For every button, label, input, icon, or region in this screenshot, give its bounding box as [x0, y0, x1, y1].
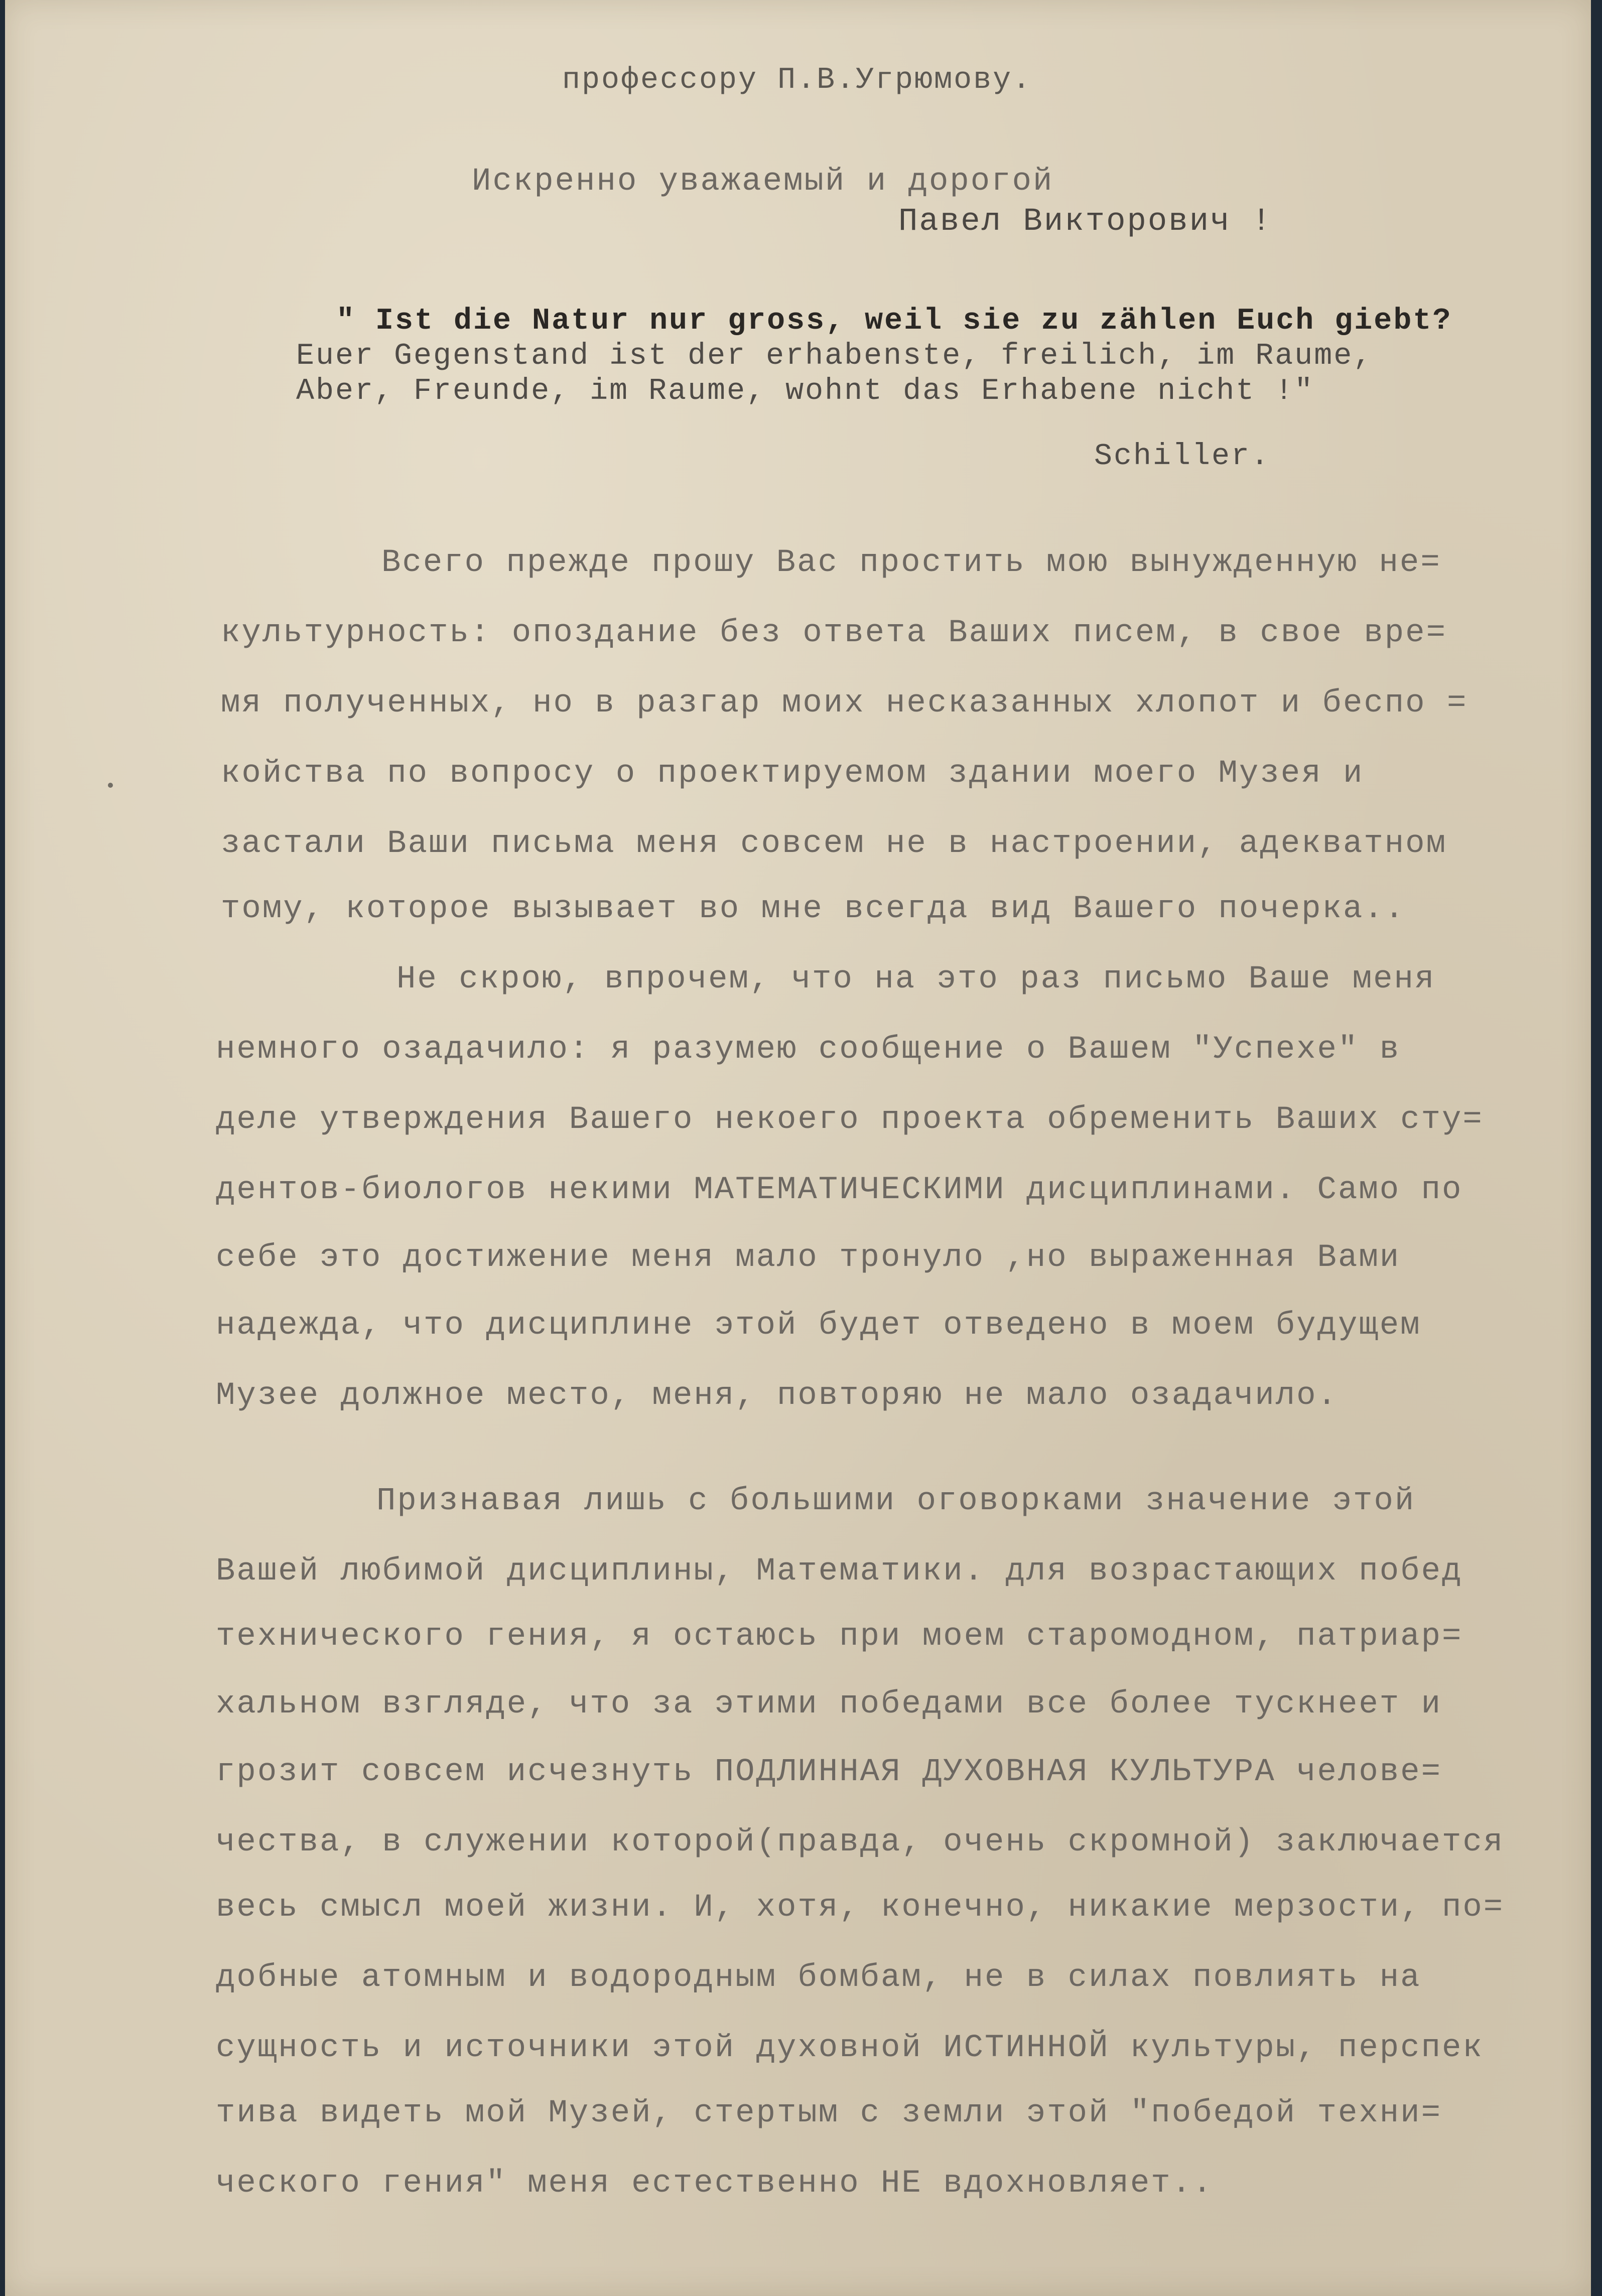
- paragraph-3-line: весь смысл моей жизни. И, хотя, конечно, никакие мерзости, по=: [216, 1890, 1505, 1926]
- paragraph-3-line: чества, в служении которой(правда, очень скромной) заключается: [216, 1824, 1505, 1860]
- paragraph-1-line: Всего прежде прошу Вас простить мою вынужденную не=: [381, 545, 1441, 581]
- paragraph-2-line: Музее должное место, меня, повторяю не мало озадачило.: [216, 1378, 1338, 1414]
- paragraph-3-line: тива видеть мой Музей, стертым с земли этой "победой техни=: [216, 2095, 1442, 2131]
- paragraph-1-line: тому, которое вызывает во мне всегда вид Вашего почерка..: [221, 891, 1406, 927]
- paragraph-1-line: койства по вопросу о проектируемом здании моего Музея и: [221, 756, 1364, 792]
- paragraph-2-line: себе это достижение меня мало тронуло ,но выраженная Вами: [216, 1240, 1401, 1276]
- paragraph-2-line: немного озадачило: я разумею сообщение о Вашем "Успехе" в: [216, 1032, 1401, 1068]
- paragraph-3-line: добные атомным и водородным бомбам, не в силах повлиять на: [216, 1960, 1421, 1996]
- paragraph-2-line: Не скрою, впрочем, что на это раз письмо Ваше меня: [396, 961, 1436, 997]
- ink-speck: [108, 783, 113, 788]
- paragraph-1-line: культурность: опоздание без ответа Ваших писем, в свое вре=: [221, 615, 1447, 651]
- paragraph-2-line: дентов-биологов некими МАТЕМАТИЧЕСКИМИ дисциплинами. Само по: [216, 1172, 1463, 1208]
- paragraph-3-line: Признавая лишь с большими оговорками значение этой: [376, 1483, 1416, 1519]
- epigraph-line: Aber, Freunde, im Raume, wohnt das Erhabene nicht !": [296, 374, 1314, 408]
- paragraph-2-line: деле утверждения Вашего некоего проекта обременить Ваших сту=: [216, 1102, 1484, 1138]
- paragraph-3-line: ческого гения" меня естественно НЕ вдохновляет..: [216, 2166, 1214, 2202]
- salutation-line-2: Павел Викторович !: [898, 204, 1273, 240]
- paragraph-3-line: Вашей любимой дисциплины, Математики. для возрастающих побед: [216, 1553, 1463, 1590]
- addressee-line: профессору П.В.Угрюмову.: [562, 63, 1032, 97]
- epigraph-line: " Ist die Natur nur gross, weil sie zu zählen Euch giebt?: [336, 304, 1452, 338]
- paragraph-3-line: сущность и источники этой духовной ИСТИННОЙ культуры, перспек: [216, 2030, 1484, 2066]
- typed-letter-page: [5, 0, 1591, 2296]
- paragraph-1-line: застали Ваши письма меня совсем не в настроении, адекватном: [221, 826, 1447, 862]
- paragraph-3-line: технического гения, я остаюсь при моем старомодном, патриар=: [216, 1619, 1463, 1655]
- paragraph-2-line: надежда, что дисциплине этой будет отведено в моем будущем: [216, 1308, 1421, 1344]
- epigraph-line: Euer Gegenstand ist der erhabenste, freilich, im Raume,: [296, 339, 1373, 373]
- epigraph-author: Schiller.: [1094, 440, 1271, 474]
- paragraph-3-line: хальном взгляде, что за этими победами все более тускнеет и: [216, 1686, 1442, 1723]
- paragraph-1-line: мя полученных, но в разгар моих несказанных хлопот и беспо =: [221, 685, 1468, 722]
- salutation-line-1: Искренно уважаемый и дорогой: [472, 164, 1054, 200]
- paragraph-3-line: грозит совсем исчезнуть ПОДЛИННАЯ ДУХОВНАЯ КУЛЬТУРА челове=: [216, 1754, 1442, 1790]
